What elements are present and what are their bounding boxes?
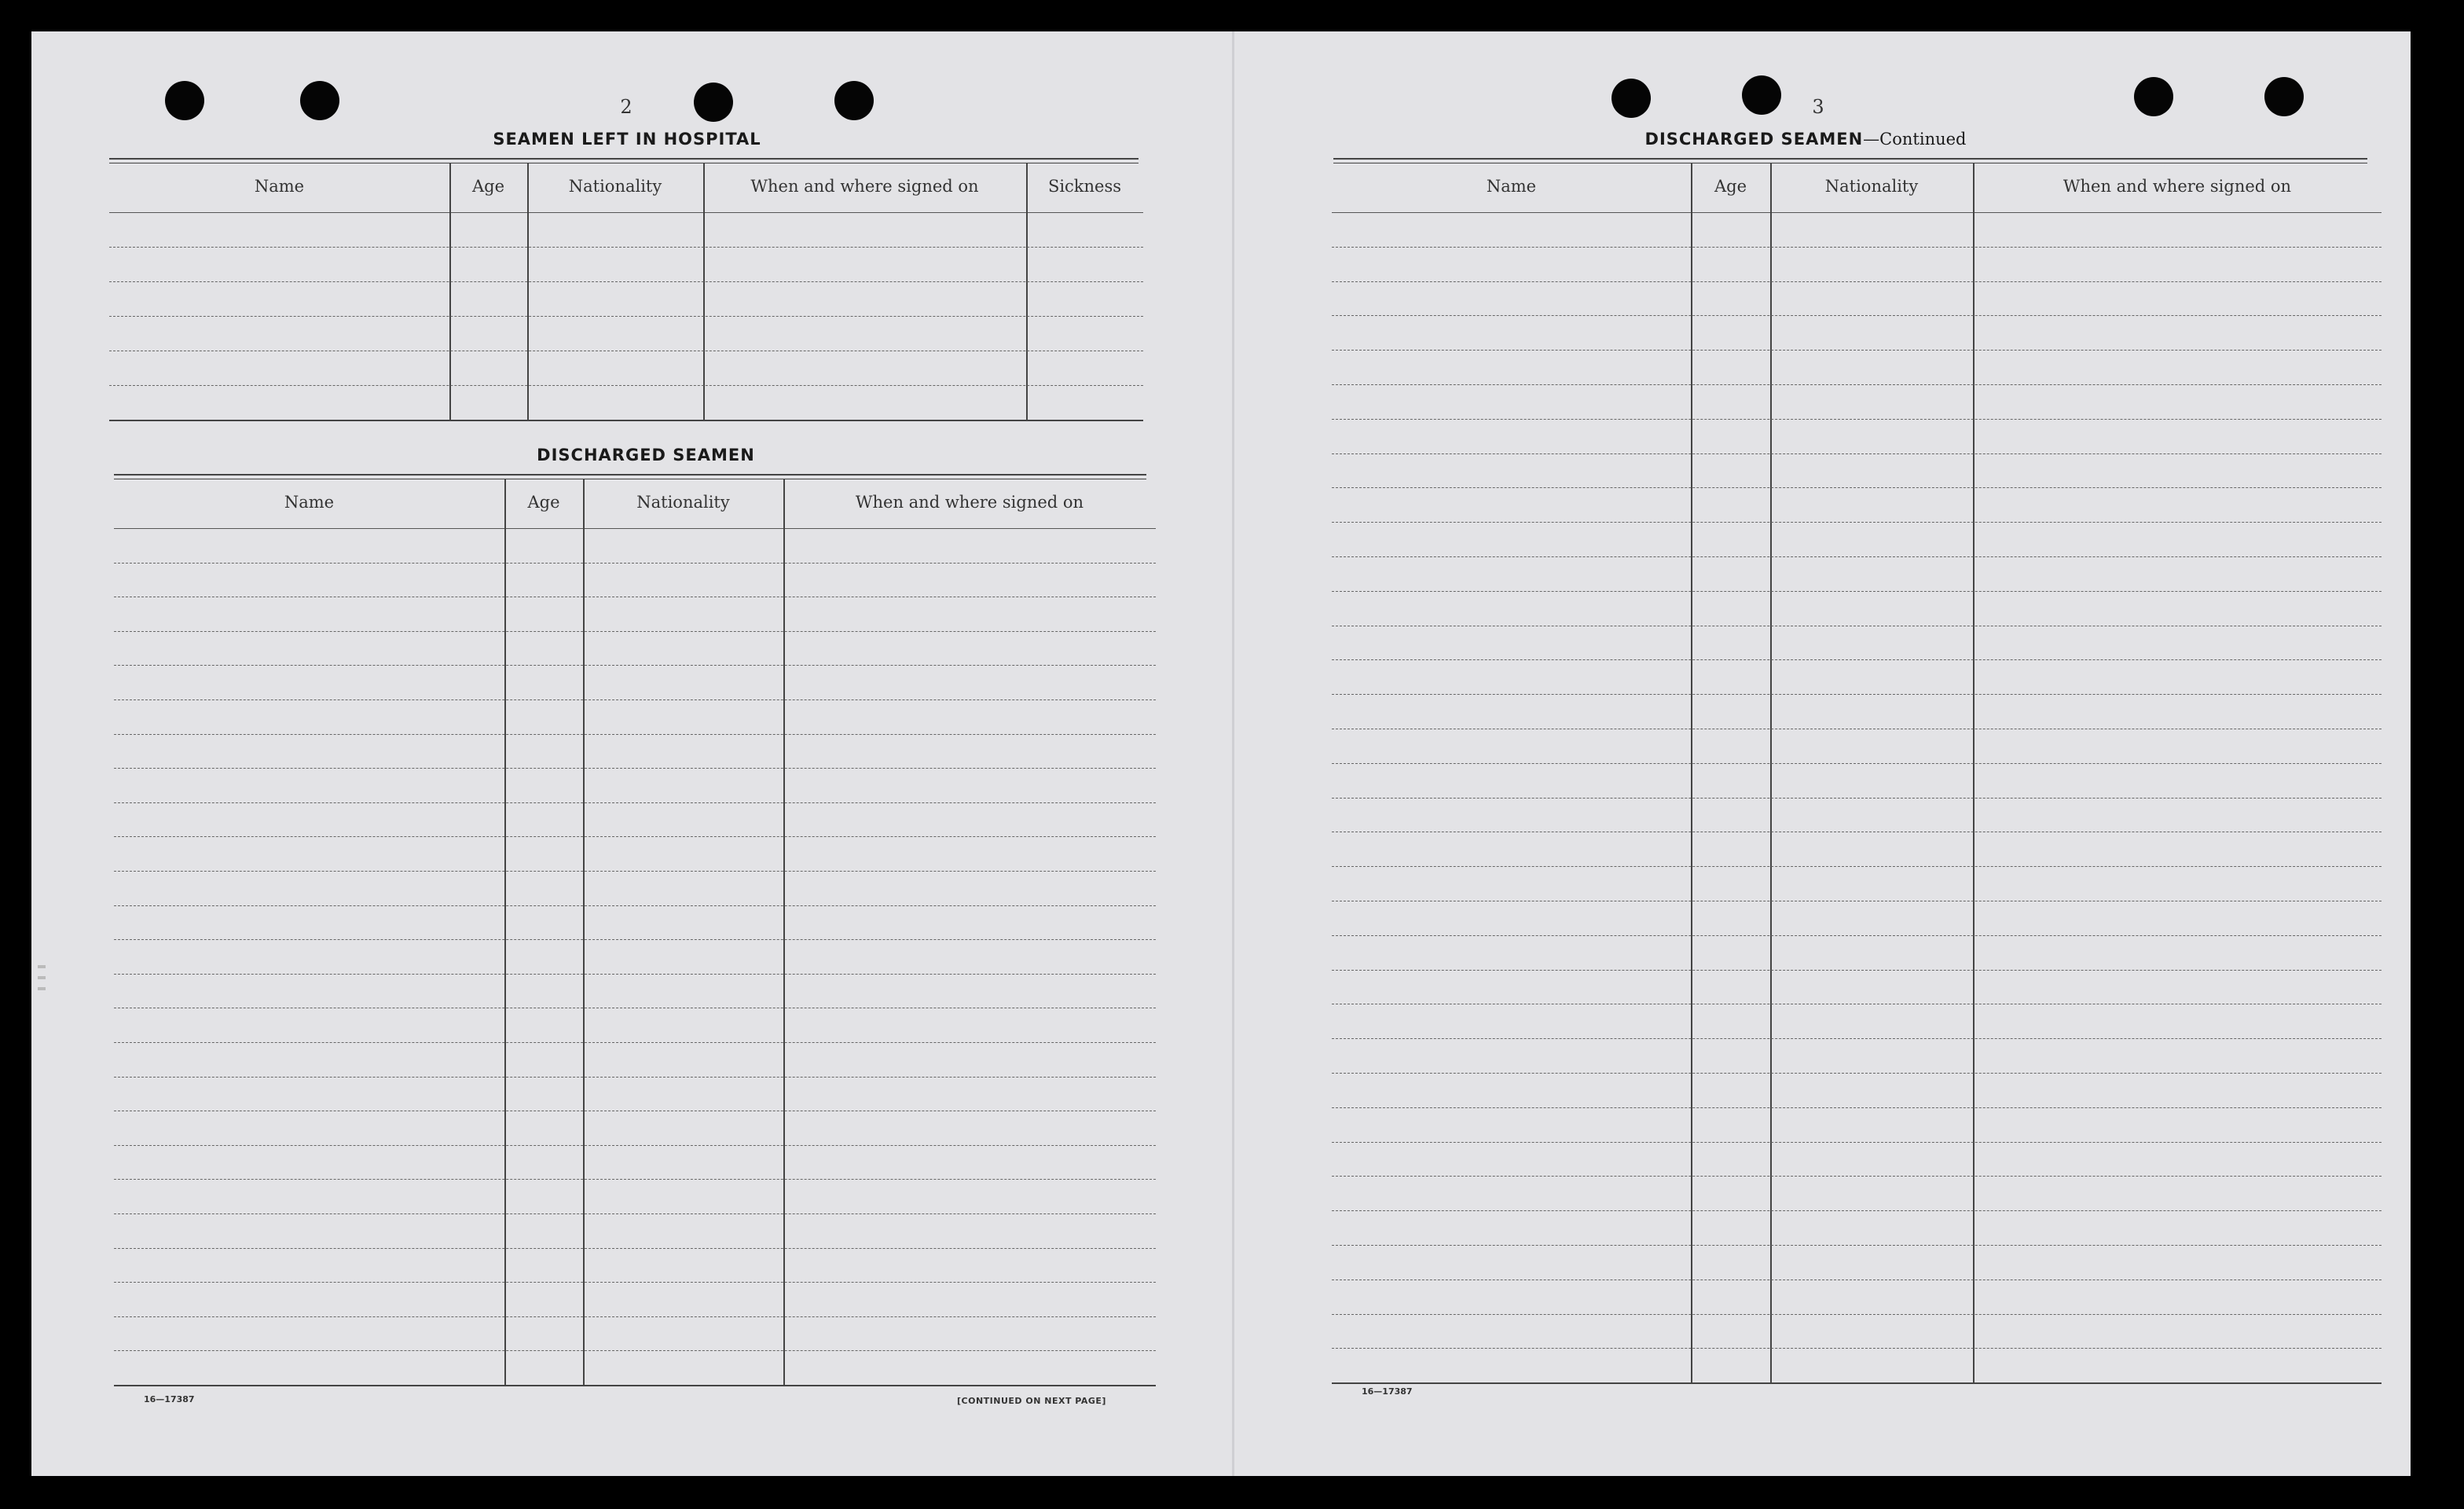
hospital-table [109, 163, 1143, 420]
continued-note: [CONTINUED ON NEXT PAGE] [957, 1396, 1106, 1406]
column-divider [1770, 163, 1772, 1382]
table-row[interactable] [1332, 970, 2382, 971]
table-row[interactable] [1332, 659, 2382, 660]
table-row[interactable] [1332, 866, 2382, 867]
column-divider [703, 163, 705, 420]
table-row[interactable] [1332, 419, 2382, 420]
punch-hole [1612, 79, 1651, 118]
table-row[interactable] [114, 699, 1156, 700]
right-page [1234, 31, 2411, 1476]
table-row[interactable] [1332, 315, 2382, 316]
column-header: Name [1486, 177, 1537, 196]
column-divider [583, 479, 585, 1385]
punch-hole [2264, 77, 2304, 116]
column-header: Age [1714, 177, 1747, 196]
table-row[interactable] [1332, 798, 2382, 799]
table-row[interactable] [1332, 763, 2382, 764]
table-row[interactable] [114, 939, 1156, 940]
table-row[interactable] [114, 631, 1156, 632]
table-row[interactable] [1332, 694, 2382, 695]
table-row[interactable] [1332, 1176, 2382, 1177]
table-row[interactable] [1332, 487, 2382, 488]
title-rule [109, 158, 1138, 160]
title-rule [1333, 158, 2367, 160]
discharged-continued-title [1645, 130, 1967, 149]
table-row[interactable] [114, 1213, 1156, 1214]
table-row[interactable] [1332, 1038, 2382, 1039]
table-row[interactable] [1332, 1142, 2382, 1143]
table-row[interactable] [1332, 281, 2382, 282]
column-header: When and where signed on [750, 177, 979, 196]
table-bottom-rule [109, 420, 1143, 421]
page-number: 3 [1812, 96, 1824, 118]
discharged-section-title: DISCHARGED SEAMEN [537, 446, 755, 464]
table-row[interactable] [114, 1042, 1156, 1043]
column-divider [1691, 163, 1692, 1382]
column-divider [783, 479, 785, 1385]
table-row[interactable] [114, 836, 1156, 837]
table-row[interactable] [1332, 453, 2382, 454]
punch-hole [834, 81, 874, 120]
column-header: Nationality [636, 493, 730, 512]
discharged-table [114, 479, 1156, 1385]
table-row[interactable] [109, 316, 1143, 317]
table-bottom-rule [1332, 1382, 2382, 1384]
column-header: When and where signed on [855, 493, 1084, 512]
table-row[interactable] [1332, 1314, 2382, 1315]
table-row[interactable] [1332, 350, 2382, 351]
table-row[interactable] [114, 665, 1156, 666]
ledger-sheet [31, 31, 2411, 1476]
table-row[interactable] [114, 802, 1156, 803]
table-row[interactable] [114, 974, 1156, 975]
title-suffix: —Continued [1863, 130, 1967, 149]
title-text: DISCHARGED SEAMEN [1644, 130, 1864, 149]
table-row[interactable] [114, 1145, 1156, 1146]
column-header: Name [284, 493, 335, 512]
table-row[interactable] [109, 385, 1143, 386]
table-row[interactable] [1332, 1348, 2382, 1349]
table-row[interactable] [114, 768, 1156, 769]
punch-hole [2134, 77, 2173, 116]
column-divider [1973, 163, 1974, 1382]
punch-hole [694, 83, 733, 122]
table-row[interactable] [114, 1316, 1156, 1317]
table-row[interactable] [114, 871, 1156, 872]
table-row[interactable] [114, 563, 1156, 564]
table-row[interactable] [114, 1282, 1156, 1283]
table-row[interactable] [114, 734, 1156, 735]
column-header: Age [471, 177, 505, 196]
column-divider [1026, 163, 1028, 420]
column-header: Nationality [1824, 177, 1919, 196]
column-header: When and where signed on [2062, 177, 2292, 196]
column-header: Sickness [1047, 177, 1122, 196]
column-divider [504, 479, 506, 1385]
column-header: Nationality [568, 177, 662, 196]
left-page [31, 31, 1234, 1476]
continued-table [1332, 163, 2382, 1382]
hospital-section-title: SEAMEN LEFT IN HOSPITAL [493, 130, 761, 149]
header-rule [114, 528, 1156, 529]
table-row[interactable] [114, 905, 1156, 906]
punch-hole [1742, 75, 1781, 115]
table-row[interactable] [1332, 1210, 2382, 1211]
column-divider [527, 163, 529, 420]
table-row[interactable] [1332, 556, 2382, 557]
table-row[interactable] [1332, 522, 2382, 523]
table-row[interactable] [1332, 1107, 2382, 1108]
table-row[interactable] [114, 1179, 1156, 1180]
table-row[interactable] [1332, 384, 2382, 385]
table-row[interactable] [1332, 247, 2382, 248]
table-row[interactable] [114, 1248, 1156, 1249]
column-header: Name [254, 177, 305, 196]
table-row[interactable] [114, 1077, 1156, 1078]
column-divider [449, 163, 451, 420]
column-header: Age [527, 493, 560, 512]
table-row[interactable] [1332, 1245, 2382, 1246]
page-number: 2 [620, 96, 632, 118]
table-row[interactable] [109, 247, 1143, 248]
header-rule [1332, 212, 2382, 213]
title-rule [114, 474, 1146, 475]
punch-hole [165, 81, 204, 120]
header-rule [109, 212, 1143, 213]
table-row[interactable] [1332, 1073, 2382, 1074]
form-number: 16—17387 [1362, 1386, 1413, 1397]
table-row[interactable] [1332, 591, 2382, 592]
table-bottom-rule [114, 1385, 1156, 1386]
table-row[interactable] [1332, 935, 2382, 936]
punch-hole [300, 81, 339, 120]
form-number: 16—17387 [144, 1394, 195, 1404]
table-row[interactable] [114, 1350, 1156, 1351]
table-row[interactable] [109, 281, 1143, 282]
